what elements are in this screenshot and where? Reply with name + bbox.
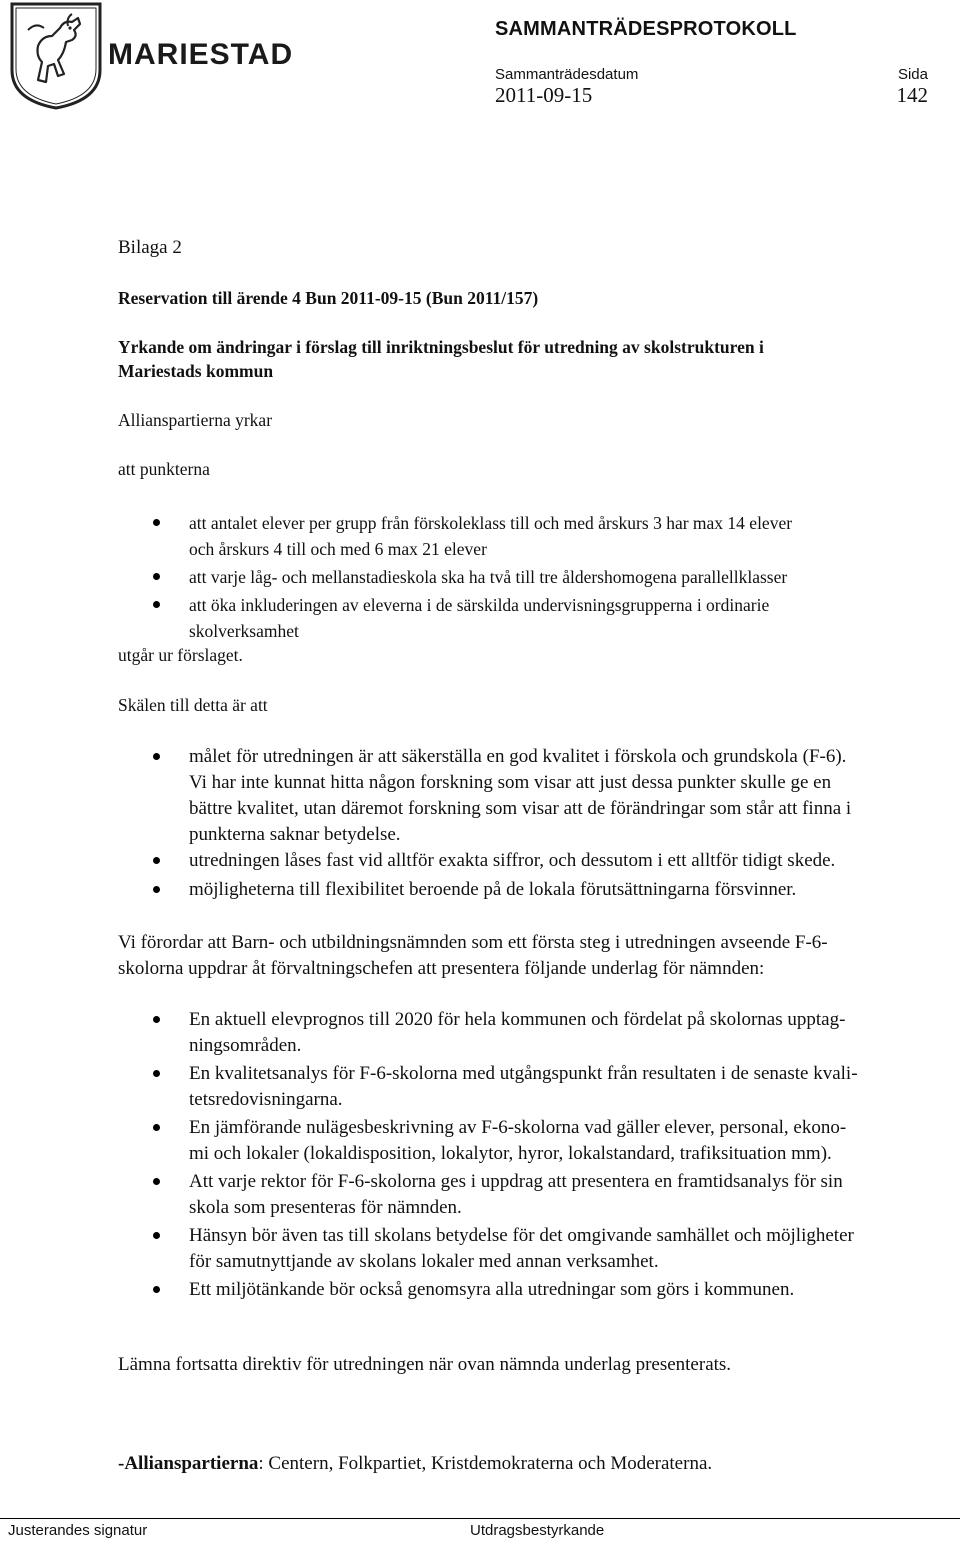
bullet [153,1178,160,1185]
basis-2-line-2: tetsredovisningarna. [189,1089,343,1110]
reservation-title: Reservation till ärende 4 Bun 2011-09-15 (Bun 2011/157) [118,288,539,308]
logo-wordmark: MARIESTAD [108,38,294,71]
basis-3-line-1: En jämförande nulägesbeskrivning av F-6-skolorna vad gäller elever, personal, ekono- [189,1117,847,1138]
signature-line [118,1451,712,1477]
bullet [153,1070,160,1077]
recommendation-line-2: skolorna uppdrar åt förvaltningschefen att presentera följande underlag för nämnden: [118,958,765,979]
further-directives: Lämna fortsatta direktiv för utredningen när ovan nämnda underlag presenterats. [118,1354,732,1375]
basis-1-line-1: En aktuell elevprognos till 2020 för hela kommunen och fördelat på skolornas upptag- [189,1009,846,1030]
signature-party: -Allianspartierna [118,1453,259,1474]
point-1-line-1: att antalet elever per grupp från förskoleklass till och med årskurs 3 har max 14 elever [189,513,793,533]
bullet [153,857,160,864]
signature-parties-list: : Centern, Folkpartiet, Kristdemokraterna och Moderaterna. [258,1453,713,1474]
appendix-label: Bilaga 2 [118,237,182,258]
meeting-date-value: 2011-09-15 [495,83,593,107]
bullet [153,519,160,526]
point-3-line-2: skolverksamhet [189,621,299,641]
page-number: 142 [896,83,928,107]
document-type: SAMMANTRÄDESPROTOKOLL [495,18,797,40]
basis-3-line-2: mi och lokaler (lokaldisposition, lokalytor, hyror, lokalstandard, trafiksituation mm). [189,1143,832,1164]
bullet [153,1124,160,1131]
point-2-line-1: att varje låg- och mellanstadieskola ska ha två till tre åldershomogena parallellklasser [189,567,788,587]
points-intro: att punkterna [118,459,210,479]
point-1-line-2: och årskurs 4 till och med 6 max 21 elever [189,539,487,559]
basis-6-line-1: Ett miljötänkande bör också genomsyra alla utredningar som görs i kommunen. [189,1279,795,1300]
reason-2-line-1: utredningen låses fast vid alltför exakta siffror, och dessutom i ett alltför tidigt skede. [189,850,836,871]
reason-1-line-2: Vi har inte kunnat hitta någon forskning som visar att just dessa punkter skulle ge en [189,772,832,793]
bullet [153,1286,160,1293]
bullet [153,573,160,580]
removed-from-proposal: utgår ur förslaget. [118,645,243,665]
reasons-intro: Skälen till detta är att [118,695,268,715]
motion-title-line-1: Yrkande om ändringar i förslag till inriktningsbeslut för utredning av skolstrukturen i [118,337,764,357]
bullet [153,1016,160,1023]
bullet [153,601,160,608]
bullet [153,1232,160,1239]
footer-adjuster-signature: Justerandes signatur [8,1522,148,1539]
reason-1-line-3: bättre kvalitet, utan däremot forskning som visar att de förändringar som står att finna i [189,798,852,819]
reason-1-line-4: punkterna saknar betydelse. [189,824,401,845]
basis-5-line-2: för samutnyttjande av skolans lokaler med annan verksamhet. [189,1251,659,1272]
bullet [153,753,160,760]
recommendation-line-1: Vi förordar att Barn- och utbildningsnämnden som ett första steg i utredningen avseende F-6- [118,932,828,953]
bullet [153,886,160,893]
page-label: Sida [897,66,928,83]
footer-extract-certification: Utdragsbestyrkande [470,1522,605,1539]
reason-1-line-1: målet för utredningen är att säkerställa en god kvalitet i förskola och grundskola (F-6). [189,746,847,767]
basis-4-line-1: Att varje rektor för F-6-skolorna ges i uppdrag att presentera en framtidsanalys för sin [189,1171,843,1192]
basis-5-line-1: Hänsyn bör även tas till skolans betydelse för det omgivande samhället och möjligheter [189,1225,854,1246]
point-3-line-1: att öka inkluderingen av eleverna i de särskilda undervisningsgrupperna i ordinarie [189,595,770,615]
meeting-date-label: Sammanträdesdatum [495,66,639,83]
basis-1-line-2: ningsområden. [189,1035,302,1056]
basis-4-line-2: skola som presenteras för nämnden. [189,1197,462,1218]
basis-2-line-1: En kvalitetsanalys för F-6-skolorna med utgångspunkt från resultaten i de senaste kvali- [189,1063,858,1084]
reason-3-line-1: möjligheterna till flexibilitet beroende på de lokala förutsättningarna försvinner. [189,879,797,900]
alliance-proposes: Allianspartierna yrkar [118,410,273,430]
footer-divider [0,1518,960,1519]
motion-title-line-2: Mariestads kommun [118,361,274,381]
